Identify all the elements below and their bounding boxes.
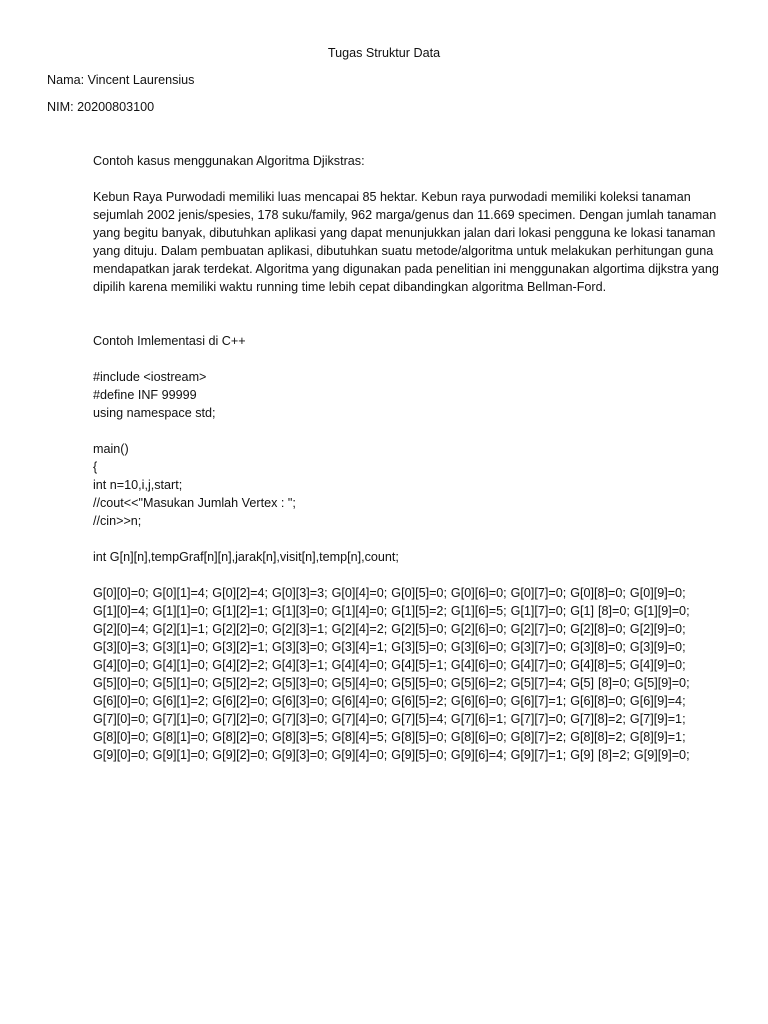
code-line: int G[n][n],tempGraf[n][n],jarak[n],visit[n],temp[n],count; bbox=[93, 550, 399, 564]
code-block bbox=[93, 368, 725, 584]
student-nim: NIM: 20200803100 bbox=[47, 100, 155, 114]
implementation-heading: Contoh Imlementasi di C++ bbox=[93, 334, 246, 348]
matrix-row: G[8][0]=0; G[8][1]=0; G[8][2]=0; G[8][3]=5; G[8][4]=5; G[8][5]=0; G[8][6]=0; G[8][7]=2; G[8][8]=2; G[8][9]=1; bbox=[93, 730, 686, 744]
student-name: Nama: Vincent Laurensius bbox=[47, 73, 195, 87]
matrix-row: G[4][0]=0; G[4][1]=0; G[4][2]=2; G[4][3]=1; G[4][4]=0; G[4][5]=1; G[4][6]=0; G[4][7]=0; G[4][8]=5; G[4][9]=0; bbox=[93, 658, 686, 672]
code-line: #include <iostream> bbox=[93, 370, 207, 384]
document-body bbox=[93, 152, 725, 764]
matrix-row: G[5][0]=0; G[5][1]=0; G[5][2]=2; G[5][3]=0; G[5][4]=0; G[5][5]=0; G[5][6]=2; G[5][7]=4; G[5] [8]=0; G[5][9]=0; bbox=[93, 676, 690, 690]
code-line bbox=[93, 530, 725, 548]
code-line bbox=[93, 566, 725, 584]
case-heading: Contoh kasus menggunakan Algoritma Djikstras: bbox=[93, 154, 365, 168]
matrix-row: G[3][0]=3; G[3][1]=0; G[3][2]=1; G[3][3]=0; G[3][4]=1; G[3][5]=0; G[3][6]=0; G[3][7]=0; G[3][8]=0; G[3][9]=0; bbox=[93, 640, 686, 654]
code-line: //cout<<"Masukan Jumlah Vertex : "; bbox=[93, 496, 296, 510]
code-line: main() bbox=[93, 442, 129, 456]
matrix-row: G[2][0]=4; G[2][1]=1; G[2][2]=0; G[2][3]=1; G[2][4]=2; G[2][5]=0; G[2][6]=0; G[2][7]=0; G[2][8]=0; G[2][9]=0; bbox=[93, 622, 686, 636]
code-line: //cin>>n; bbox=[93, 514, 142, 528]
matrix-row: G[0][0]=0; G[0][1]=4; G[0][2]=4; G[0][3]=3; G[0][4]=0; G[0][5]=0; G[0][6]=0; G[0][7]=0; G[0][8]=0; G[0][9]=0; bbox=[93, 586, 686, 600]
code-line: { bbox=[93, 460, 98, 474]
code-line: int n=10,i,j,start; bbox=[93, 478, 183, 492]
document-title: Tugas Struktur Data bbox=[327, 46, 441, 60]
code-line: #define INF 99999 bbox=[93, 388, 197, 402]
matrix-block bbox=[93, 584, 725, 764]
matrix-row: G[9][0]=0; G[9][1]=0; G[9][2]=0; G[9][3]=0; G[9][4]=0; G[9][5]=0; G[9][6]=4; G[9][7]=1; G[9] [8]=2; G[9][9]=0; bbox=[93, 748, 690, 762]
case-paragraph: Kebun Raya Purwodadi memiliki luas mencapai 85 hektar. Kebun raya purwodadi memiliki koleksi tanaman sejumlah 2002 jenis/spesies, 178 suku/family, 962 marga/genus dan 11.669 specimen. Dengan jumlah tanaman yang begitu banyak, dibutuhkan aplikasi yang dapat menunjukkan jalan dari lokasi pengguna ke lokasi tanaman yang dituju. Dalam pembuatan aplikasi, dibutuhkan suatu metode/algoritma untuk melakukan perhitungan guna mendapatkan jarak terdekat. Algoritma yang digunakan pada penelitian ini menggunakan algortima dijkstra yang dipilih karena memiliki waktu running time lebih cepat dibandingkan algoritma Bellman-Ford. bbox=[93, 190, 719, 294]
matrix-row: G[6][0]=0; G[6][1]=2; G[6][2]=0; G[6][3]=0; G[6][4]=0; G[6][5]=2; G[6][6]=0; G[6][7]=1; G[6][8]=0; G[6][9]=4; bbox=[93, 694, 686, 708]
matrix-row: G[7][0]=0; G[7][1]=0; G[7][2]=0; G[7][3]=0; G[7][4]=0; G[7][5]=4; G[7][6]=1; G[7][7]=0; G[7][8]=2; G[7][9]=1; bbox=[93, 712, 686, 726]
matrix-row: G[1][0]=4; G[1][1]=0; G[1][2]=1; G[1][3]=0; G[1][4]=0; G[1][5]=2; G[1][6]=5; G[1][7]=0; G[1] [8]=0; G[1][9]=0; bbox=[93, 604, 690, 618]
code-line bbox=[93, 422, 725, 440]
code-line: using namespace std; bbox=[93, 406, 216, 420]
